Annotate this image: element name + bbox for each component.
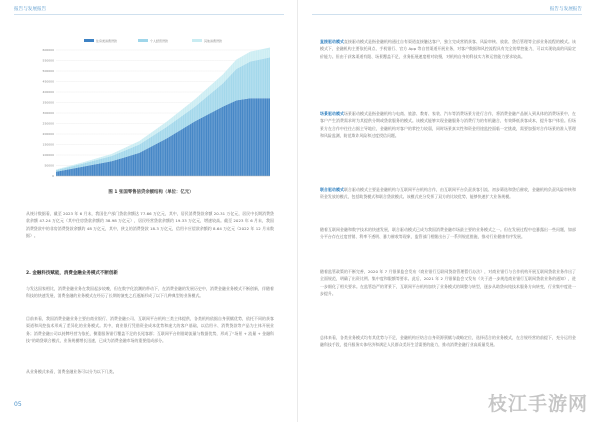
watermark-logo: 枝江手游网 <box>487 393 588 415</box>
legend-label: 其他消费贷款 <box>204 38 223 43</box>
block-1-text: 直接驱动模式是指金融机构通过自有渠道直接触达客户，独立完成营销获客、风险审核、放款、贷后管理等全部业务流程的模式。该模式下，金融机构主要依托网点、手机银行、官方 App 等自营渠道开展业务，对客户数据和风控流程具有完全的掌控能力，可以实现较高的风险定价能力。但由于获客渠道有限、场景覆盖不足，业务拓展速度相对较慢，对机构自身的科技实力和运营能力要求较高。 <box>320 39 576 59</box>
legend-swatch <box>138 39 148 42</box>
legend-label: 个人经营贷款 <box>150 38 169 43</box>
block-2-lead: 场景驱动模式 <box>320 111 345 116</box>
left-paragraph-3: 目前来看，我国消费金融业务主要由商业银行、消费金融公司、互联网平台机构三类主体提供，各类机构依据自身禀赋优势，依托不同的获客渠道和风控技术形成了差异化的业务模式。其中，商业银行凭借资金成本优势和庞大的客户基础，以信用卡、消费贷款等产品为主体开展业务；消费金融公司以持牌经营为依托，侧重服务银行覆盖不足的长尾客群；互联网平台则借助流量与数据优势，形成了“场景 + 流量 + 金融科技”的助贷联合模式，业务规模增长迅速，已成为消费金融市场的重要组成部分。 <box>26 316 274 344</box>
chart-canvas <box>26 36 276 186</box>
y-tick-label: 100000 <box>42 153 54 158</box>
left-paragraph-4: 从业务模式来看，消费金融业务可以分为以下几类。 <box>26 369 117 374</box>
y-tick-label: 400000 <box>42 90 54 95</box>
legend-swatch <box>84 39 94 42</box>
right-paragraph-4: 随着互联网金融和数字技术的快速发展，联合驱动模式已成为我国消费金融市场最主要的业务模式之一。但在发展过程中也暴露出一些问题，如部分平台存在过度营销、利率不透明、暴力催收等现象，监管部门相继出台了一系列规范措施，推动行业健康有序发展。 <box>320 227 576 240</box>
y-tick-label: 600000 <box>42 48 54 53</box>
right-page <box>298 0 596 422</box>
y-tick-label: 200000 <box>42 132 54 137</box>
y-tick-label: 50000 <box>44 163 54 168</box>
left-paragraph-1: 从统计数据看，截至 2023 年 6 月末，我国住户部门贷款余额达 77.66 万亿元，其中，居民消费贷款余额 20.31 万亿元，居民中长期消费贷款余额 47.24 万亿元（其中住房贷款余额约 38.98 万亿元），居民经营贷款余额约 19.33 万亿元，增速较高。截至 2023 年 6 月末，我国消费贷款中的非房消费贷款余额约 48 万亿元，其中，狭义的消费贷款 18.3 万亿元，信用卡应偿款余额约 8.64 万亿元（2022 年 12 月末数据）。 <box>26 211 274 239</box>
y-tick-label: 500000 <box>42 69 54 74</box>
y-tick-label: 250000 <box>42 121 54 126</box>
right-block-3 <box>320 186 576 201</box>
legend-swatch <box>192 39 202 42</box>
figure-caption: 图 1 张国零售信贷余额结构（单位：亿元） <box>108 190 194 195</box>
right-header-title: 报告与发展报告 <box>549 7 582 12</box>
right-header-rule <box>312 14 582 15</box>
left-header-title: 报告与发展报告 <box>14 7 47 12</box>
y-tick-label: 450000 <box>42 79 54 84</box>
section-title: 2. 金融科技赋能，消费金融业务模式不断创新 <box>26 271 118 276</box>
block-3-text: 联合驱动模式主要是金融机构与互联网平台机构合作，由互联网平台负责获客引流、初步筛选和贷后催收，金融机构负责风险审核和资金发放的模式，包括助贷模式和联合贷款模式。该模式充分发挥了双方的比较优势，能够快速扩大业务规模。 <box>320 187 576 200</box>
right-block-2 <box>320 110 576 140</box>
right-paragraph-5: 随着监管政策的不断完善，2020 年 7 月银保监会发布《商业银行互联网贷款管理暂行办法》，对商业银行与合作机构开展互联网贷款业务作出了全面规范，明确了出资比例、集中度和限额等要求。此后，2021 年 2 月银保监会又发布《关于进一步规范商业银行互联网贷款业务的通知》，进一步细化了相关要求。在监管趋严的背景下，互联网平台机构加快了业务模式的调整与转型，逐步从助贷向纯技术服务方向转变，行业集中度进一步提升。 <box>320 269 576 297</box>
y-tick-label: 550000 <box>42 58 54 63</box>
y-tick-label: 300000 <box>42 111 54 116</box>
left-paragraph-2: 与发达国家相比，消费金融业务在我国起步较晚，但在数字化浪潮的带动下，在消费金融的发展历史中，消费金融业务模式不断创新，伴随着科技的快速发展，消费金融的业务模式在经历了长期的演变之后逐渐形成了以下几种典型的业务模式。 <box>26 286 274 299</box>
page-number: 05 <box>14 401 22 408</box>
right-paragraph-6: 总体来看，各类业务模式均有其优势与不足，金融机构应结合自身资源禀赋与战略定位，选择适合的业务模式，在合规经营的前提下，充分运用金融科技手段，提升服务实体经济和满足人民群众美好生活需要的能力，推动消费金融行业高质量发展。 <box>320 335 576 348</box>
left-header-rule <box>14 14 284 15</box>
block-2-text: 场景驱动模式是指金融机构与电商、旅游、教育、家装、汽车等消费场景方进行合作，将消费金融产品嵌入到具体的消费场景中，在客户产生消费需求时为其提供分期或贷款服务的模式。该模式能够实现金融服务与消费行为的有机融合，有效降低获客成本，提升客户体验。但场景方在合作中往往占据主导地位，金融机构对客户的掌控力较弱，同时场景真实性和资金用途监控面临一定挑战，需要加强对合作场景的准入管理和风险监测，防范欺诈风险和过度授信问题。 <box>320 111 576 139</box>
block-3-lead: 联合驱动模式 <box>320 187 345 192</box>
y-tick-label: 0 <box>52 174 54 179</box>
y-tick-label: 150000 <box>42 142 54 147</box>
right-block-1 <box>320 38 576 60</box>
block-1-lead: 直接驱动模式 <box>320 39 345 44</box>
y-tick-label: 350000 <box>42 100 54 105</box>
legend-label: 住房类消费贷款 <box>96 38 118 43</box>
loan-balance-chart <box>26 36 276 186</box>
